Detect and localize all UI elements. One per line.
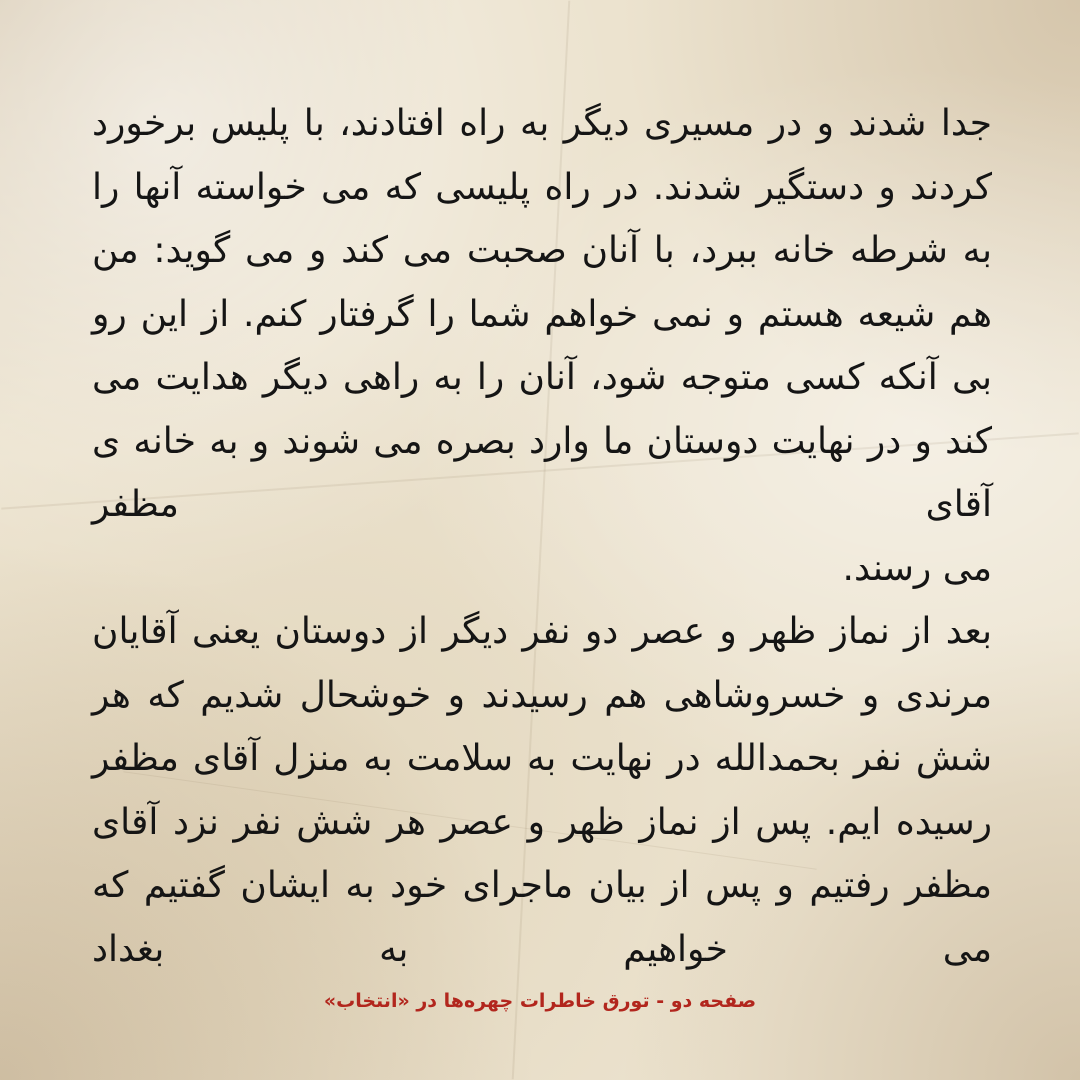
footer-caption: صفحه دو - تورق خاطرات چهره‌ها در «انتخاب» (323, 990, 757, 1012)
paragraph-continuation-end: می رسند. (842, 547, 992, 589)
paragraph-second: بعد از نماز ظهر و عصر دو نفر دیگر از دوستان یعنی آقایان مرندی و خسروشاهی هم رسیدند و خوشحال شدیم که هر شش نفر بحمدالله در نهایت به سلامت به منزل آقای مظفر رسیده ایم. پس از نماز ظهر و عصر هر شش نفر نزد آقای مظفر رفتیم و پس از بیان ماجرای خود به ایشان گفتیم که می خواهیم به بغداد (92, 611, 992, 970)
page-content (92, 92, 992, 970)
paragraph-continuation: جدا شدند و در مسیری دیگر به راه افتادند، با پلیس برخورد کردند و دستگیر شدند. در راه پلیسی که می خواسته آنها را به شرطه خانه ببرد، با آنان صحبت می کند و می گوید: من هم شیعه هستم و نمی خواهم شما را گرفتار کنم. از این رو بی آنکه کسی متوجه شود، آنان را به راهی دیگر هدایت می کند و در نهایت دوستان ما وارد بصره می شوند و به خانه ی آقای مظفر (92, 103, 992, 525)
